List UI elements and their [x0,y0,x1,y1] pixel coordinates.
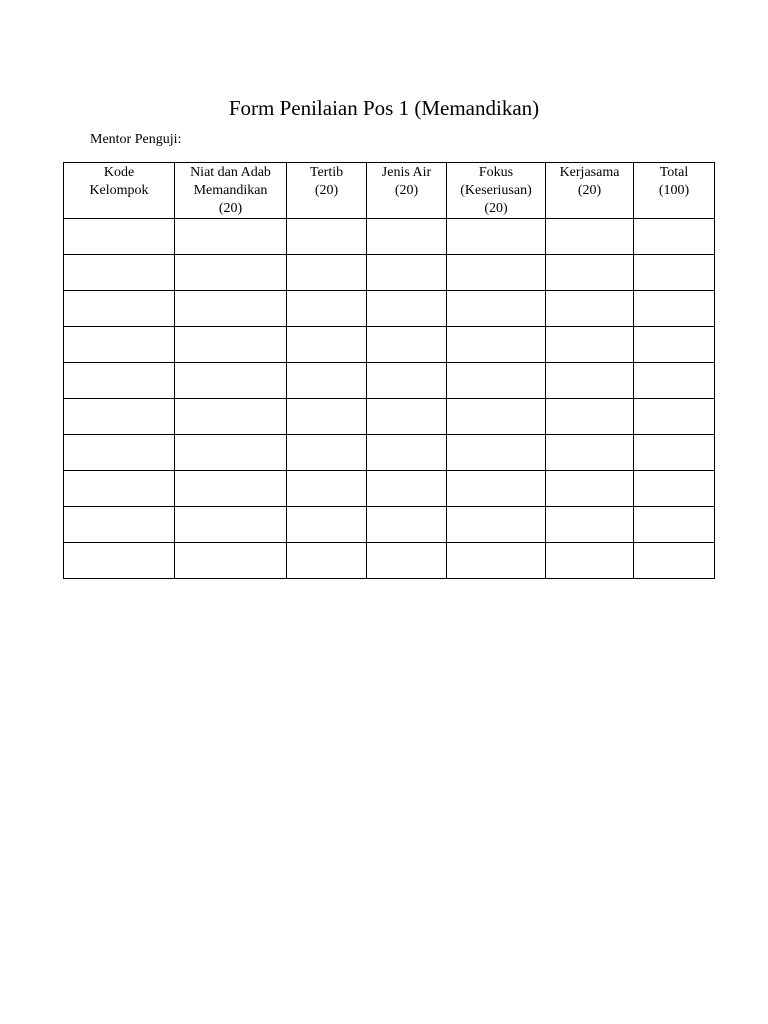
table-cell [287,543,367,579]
table-cell [447,363,546,399]
table-cell [447,507,546,543]
header-line: Kode [103,165,135,180]
table-cell [175,435,287,471]
table-cell [546,327,634,363]
table-cell [367,327,447,363]
table-row [64,291,715,327]
table-cell [634,255,715,291]
table-cell [367,399,447,435]
table-row [64,435,715,471]
table-cell [367,435,447,471]
table-row [64,255,715,291]
table-cell [546,291,634,327]
table-cell [287,291,367,327]
table-cell [287,471,367,507]
table-cell [447,471,546,507]
header-row [64,163,715,219]
table-row [64,327,715,363]
table-cell [447,399,546,435]
table-cell [64,219,175,255]
table-cell [447,291,546,327]
header-kerjasama [546,163,634,219]
table-cell [546,255,634,291]
table-cell [447,543,546,579]
header-jenis-air [367,163,447,219]
table-cell [447,255,546,291]
table-cell [175,363,287,399]
page-title: Form Penilaian Pos 1 (Memandikan) [228,96,540,120]
table-cell [287,399,367,435]
table-cell [546,507,634,543]
table-cell [634,543,715,579]
table-cell [546,471,634,507]
header-line: (Keseriusan) [460,183,532,198]
table-cell [634,399,715,435]
header-line: Jenis Air [381,165,432,180]
table-cell [64,399,175,435]
table-cell [367,543,447,579]
table-cell [634,435,715,471]
table-body [64,219,715,579]
table-row [64,543,715,579]
header-line: (20) [218,201,243,216]
header-line: Niat dan Adab [190,165,271,180]
table-cell [175,507,287,543]
header-line: (20) [577,183,602,198]
header-total [634,163,715,219]
header-line: Total [659,165,689,180]
table-cell [64,507,175,543]
table-cell [447,435,546,471]
header-line: Fokus [478,165,514,180]
header-tertib [287,163,367,219]
table-cell [367,291,447,327]
table-cell [175,255,287,291]
header-line: (20) [314,183,339,198]
header-line: Tertib [309,165,344,180]
header-line: Memandikan [193,183,268,198]
table-cell [175,327,287,363]
table-cell [287,327,367,363]
header-line: Kelompok [89,183,149,198]
header-kode-kelompok [64,163,175,219]
table-cell [64,543,175,579]
table-cell [367,255,447,291]
table-cell [447,219,546,255]
table-cell [634,327,715,363]
table-cell [64,363,175,399]
table-cell [175,543,287,579]
table-cell [287,219,367,255]
table-cell [64,255,175,291]
table-cell [287,507,367,543]
header-line: (100) [658,183,690,198]
table-cell [367,219,447,255]
table-cell [367,363,447,399]
table-cell [367,507,447,543]
table-cell [546,543,634,579]
table-cell [175,471,287,507]
table-cell [64,327,175,363]
table-cell [287,435,367,471]
mentor-label: Mentor Penguji: [90,132,182,147]
table-row [64,363,715,399]
table-cell [287,255,367,291]
header-line: Kerjasama [559,165,620,180]
scoring-table [63,162,715,579]
table-row [64,219,715,255]
table-cell [634,219,715,255]
table-cell [64,471,175,507]
table-cell [546,399,634,435]
table-row [64,471,715,507]
table-cell [634,471,715,507]
table-cell [175,219,287,255]
table-cell [634,291,715,327]
table-cell [367,471,447,507]
header-fokus [447,163,546,219]
table-cell [175,399,287,435]
table-cell [634,507,715,543]
table-cell [64,435,175,471]
table-row [64,399,715,435]
table-cell [546,363,634,399]
table-cell [287,363,367,399]
table-cell [634,363,715,399]
header-line: (20) [394,183,419,198]
header-line: (20) [484,201,508,216]
table-cell [64,291,175,327]
header-niat-adab [175,163,287,219]
table-cell [447,327,546,363]
table-cell [175,291,287,327]
table-row [64,507,715,543]
table-cell [546,219,634,255]
table-cell [546,435,634,471]
